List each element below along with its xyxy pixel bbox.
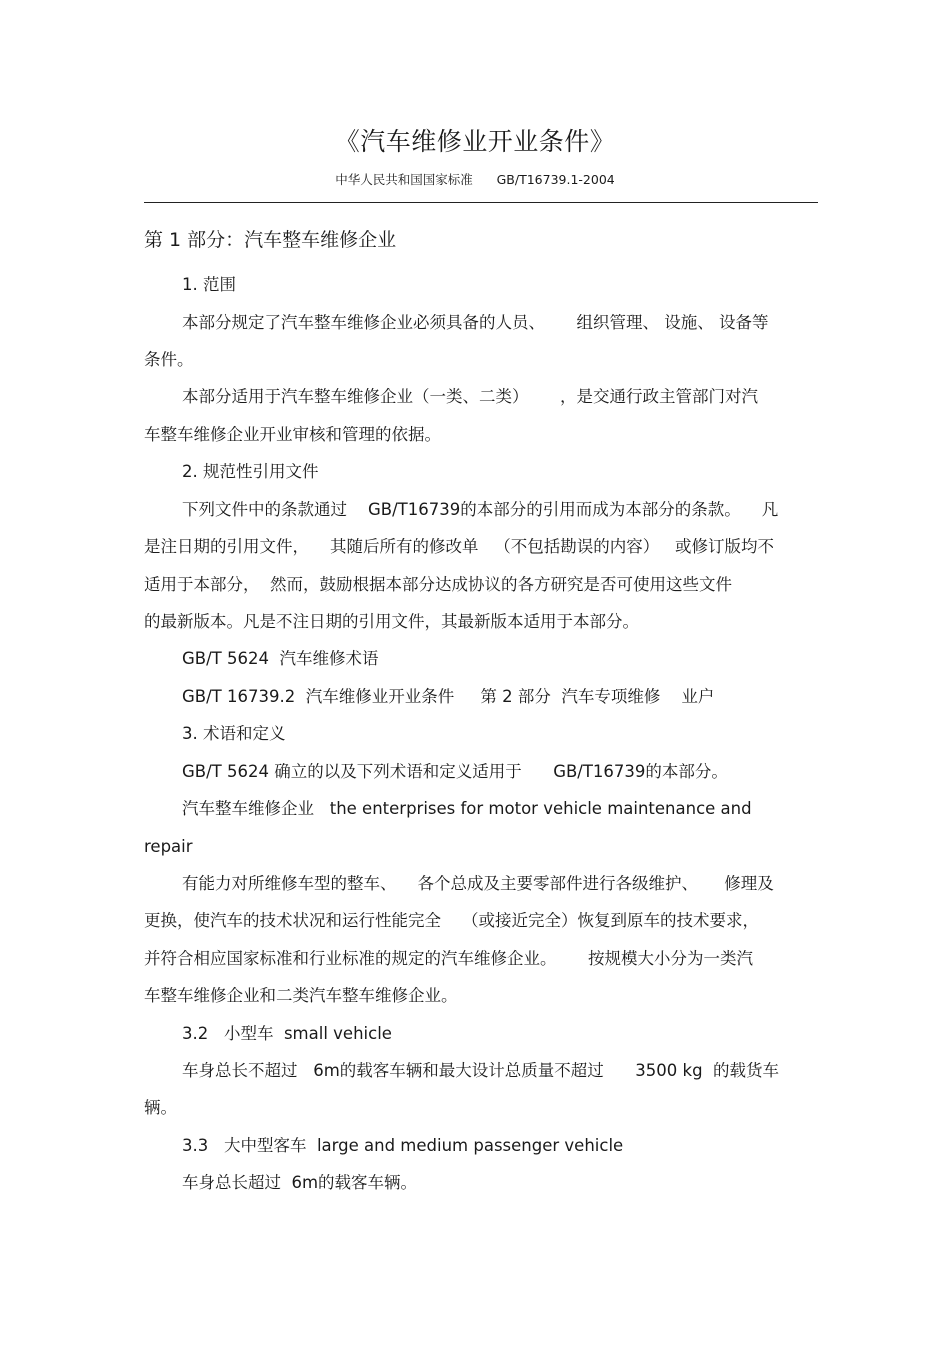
paragraph-line: 下列文件中的条款通过 GB/T16739的本部分的引用而成为本部分的条款。 凡 [182, 500, 779, 519]
paragraph-line: 车整车维修企业和二类汽车整车维修企业。 [144, 986, 458, 1005]
paragraph-line: 车身总长超过 6m的载客车辆。 [182, 1173, 418, 1192]
paragraph-line: 车整车维修企业开业审核和管理的依据。 [144, 425, 441, 444]
paragraph-line: GB/T 16739.2 汽车维修业开业条件 第 2 部分 汽车专项维修 业户 [182, 687, 715, 706]
paragraph-line: 辆。 [144, 1098, 177, 1117]
paragraph-line: GB/T 5624 确立的以及下列术语和定义适用于 GB/T16739的本部分。 [182, 762, 728, 781]
paragraph-line: 适用于本部分， 然而，鼓励根据本部分达成协议的各方研究是否可使用这些文件 [144, 575, 732, 594]
document-title: 《汽车维修业开业条件》 [334, 127, 616, 156]
section-heading: 第 1 部分：汽车整车维修企业 [144, 229, 397, 251]
paragraph-line: 3.2 小型车 small vehicle [182, 1024, 392, 1043]
paragraph-line: 并符合相应国家标准和行业标准的规定的汽车维修企业。 按规模大小分为一类汽 [144, 949, 753, 968]
paragraph-line: 本部分适用于汽车整车维修企业（一类、二类） ，是交通行政主管部门对汽 [182, 387, 758, 406]
paragraph-line: 有能力对所维修车型的整车、 各个总成及主要零部件进行各级维护、 修理及 [182, 874, 774, 893]
paragraph-line: 2. 规范性引用文件 [182, 462, 319, 481]
header-divider [144, 202, 818, 203]
paragraph-line: 更换，使汽车的技术状况和运行性能完全 （或接近完全）恢复到原车的技术要求， [144, 911, 759, 930]
paragraph-line: 本部分规定了汽车整车维修企业必须具备的人员、 组织管理、 设施、 设备等 [182, 313, 769, 332]
paragraph-line: 的最新版本。凡是不注日期的引用文件，其最新版本适用于本部分。 [144, 612, 639, 631]
document-subtitle: 中华人民共和国国家标准 GB/T16739.1-2004 [335, 172, 615, 187]
paragraph-line: 3.3 大中型客车 large and medium passenger vehicle [182, 1136, 624, 1155]
paragraph-line: 条件。 [144, 350, 194, 369]
paragraph-line: 1. 范围 [182, 275, 236, 294]
paragraph-line: 汽车整车维修企业 the enterprises for motor vehicle maintenance and [182, 799, 752, 818]
paragraph-line: repair [144, 837, 193, 856]
paragraph-line: 3. 术语和定义 [182, 724, 286, 743]
paragraph-line: GB/T 5624 汽车维修术语 [182, 649, 379, 668]
paragraph-line: 是注日期的引用文件， 其随后所有的修改单 （不包括勘误的内容） 或修订版均不 [144, 537, 774, 556]
paragraph-line: 车身总长不超过 6m的载客车辆和最大设计总质量不超过 3500 kg 的载货车 [182, 1061, 780, 1080]
